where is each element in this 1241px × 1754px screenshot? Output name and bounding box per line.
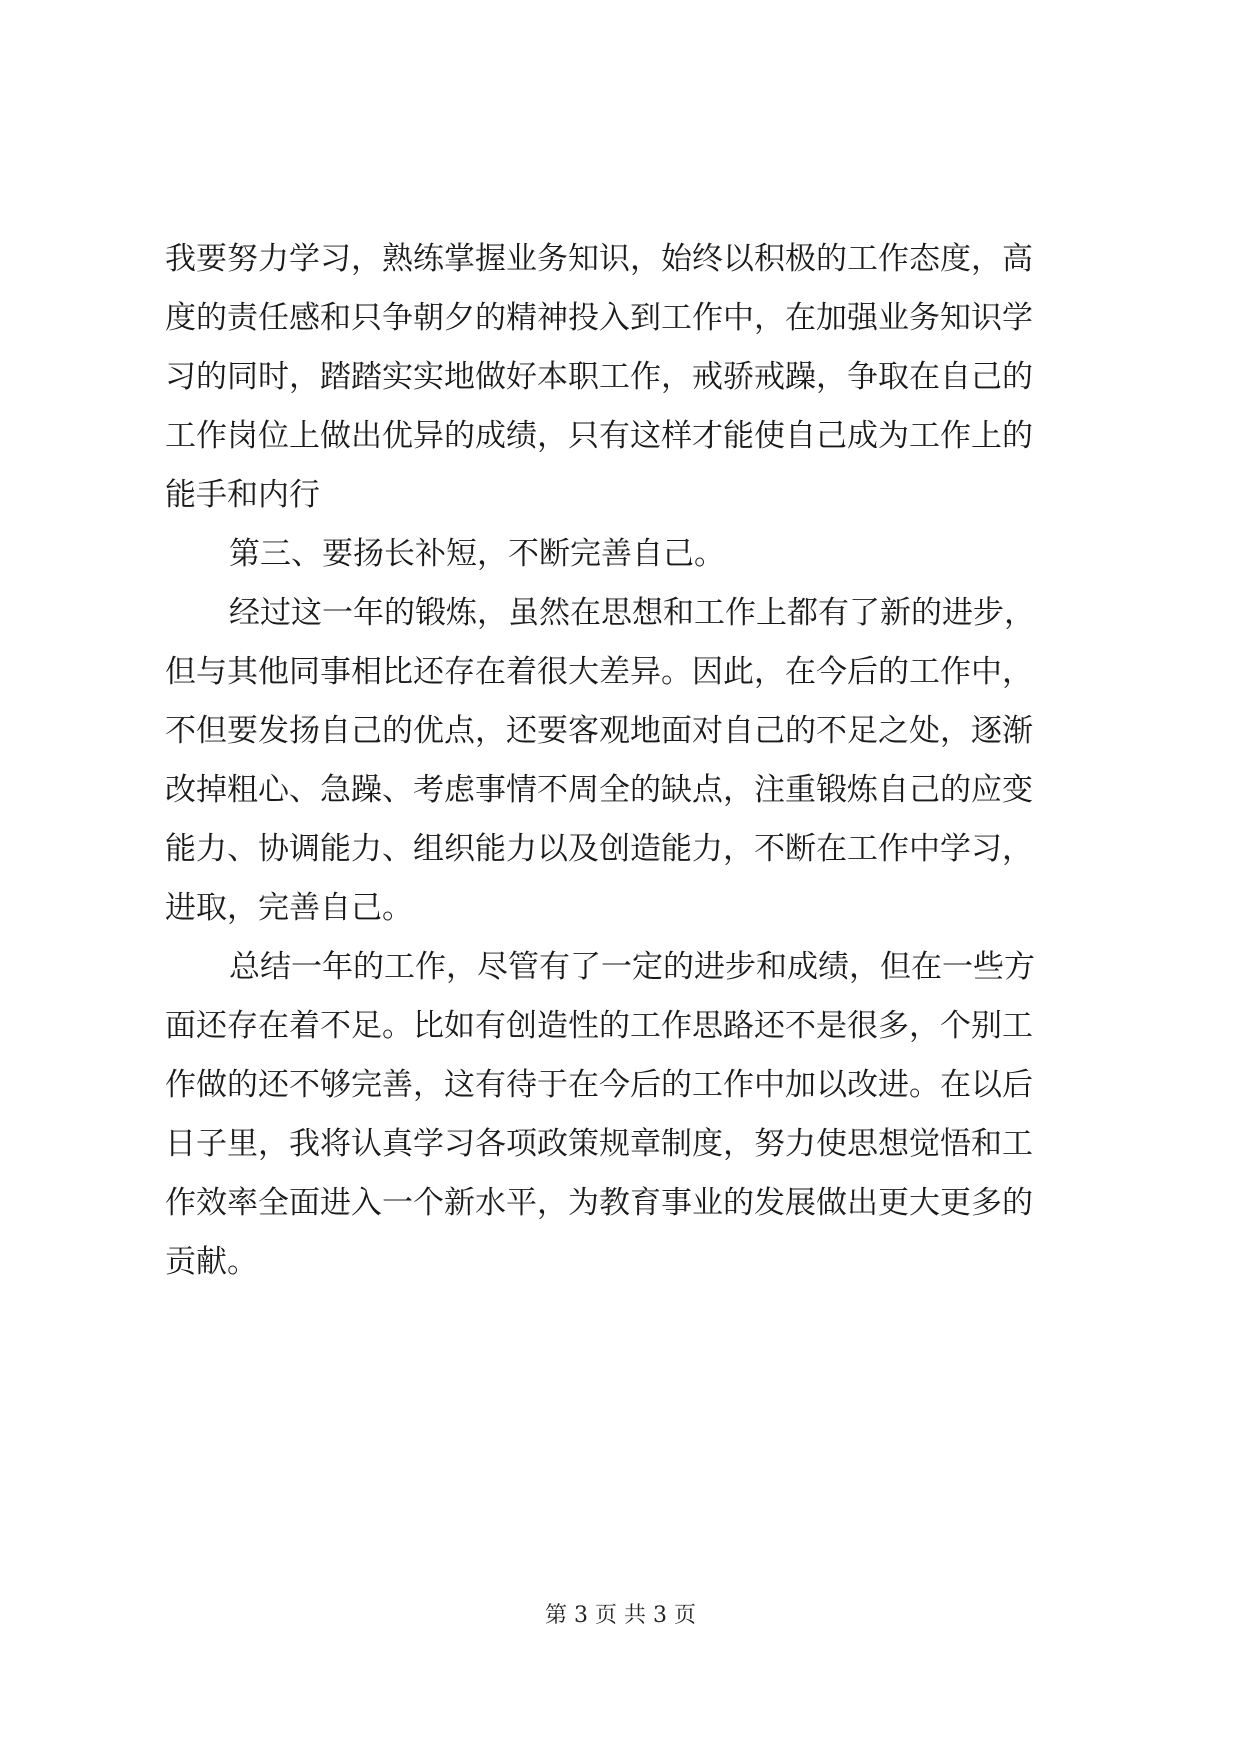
page-number-footer: 第 3 页 共 3 页 xyxy=(545,1603,696,1628)
document-body xyxy=(165,230,1095,1292)
text-line: 面还存在着不足。比如有创造性的工作思路还不是很多，个别工 xyxy=(165,1008,1033,1044)
text-line: 经过这一年的锻炼，虽然在思想和工作上都有了新的进步， xyxy=(229,595,1035,631)
text-line: 度的责任感和只争朝夕的精神投入到工作中，在加强业务知识学 xyxy=(165,300,1033,336)
text-line: 作效率全面进入一个新水平，为教育事业的发展做出更大更多的 xyxy=(165,1185,1033,1221)
text-line: 习的同时，踏踏实实地做好本职工作，戒骄戒躁，争取在自己的 xyxy=(165,359,1033,395)
text-line: 不但要发扬自己的优点，还要客观地面对自己的不足之处，逐渐 xyxy=(165,713,1033,749)
text-line: 作做的还不够完善，这有待于在今后的工作中加以改进。在以后 xyxy=(165,1067,1033,1103)
text-line: 贡献。 xyxy=(165,1244,258,1280)
text-line: 总结一年的工作，尽管有了一定的进步和成绩，但在一些方 xyxy=(229,949,1035,985)
text-line: 进取，完善自己。 xyxy=(165,890,413,926)
text-line: 日子里，我将认真学习各项政策规章制度，努力使思想觉悟和工 xyxy=(165,1126,1033,1162)
text-line: 改掉粗心、急躁、考虑事情不周全的缺点，注重锻炼自己的应变 xyxy=(165,772,1033,808)
text-line: 能力、协调能力、组织能力以及创造能力，不断在工作中学习， xyxy=(165,831,1033,867)
text-line: 我要努力学习，熟练掌握业务知识，始终以积极的工作态度，高 xyxy=(165,241,1033,277)
text-line: 工作岗位上做出优异的成绩，只有这样才能使自己成为工作上的 xyxy=(165,418,1033,454)
text-line: 但与其他同事相比还存在着很大差异。因此，在今后的工作中， xyxy=(165,654,1033,690)
section-heading: 第三、要扬长补短，不断完善自己。 xyxy=(229,536,725,572)
text-line: 能手和内行 xyxy=(165,477,320,513)
